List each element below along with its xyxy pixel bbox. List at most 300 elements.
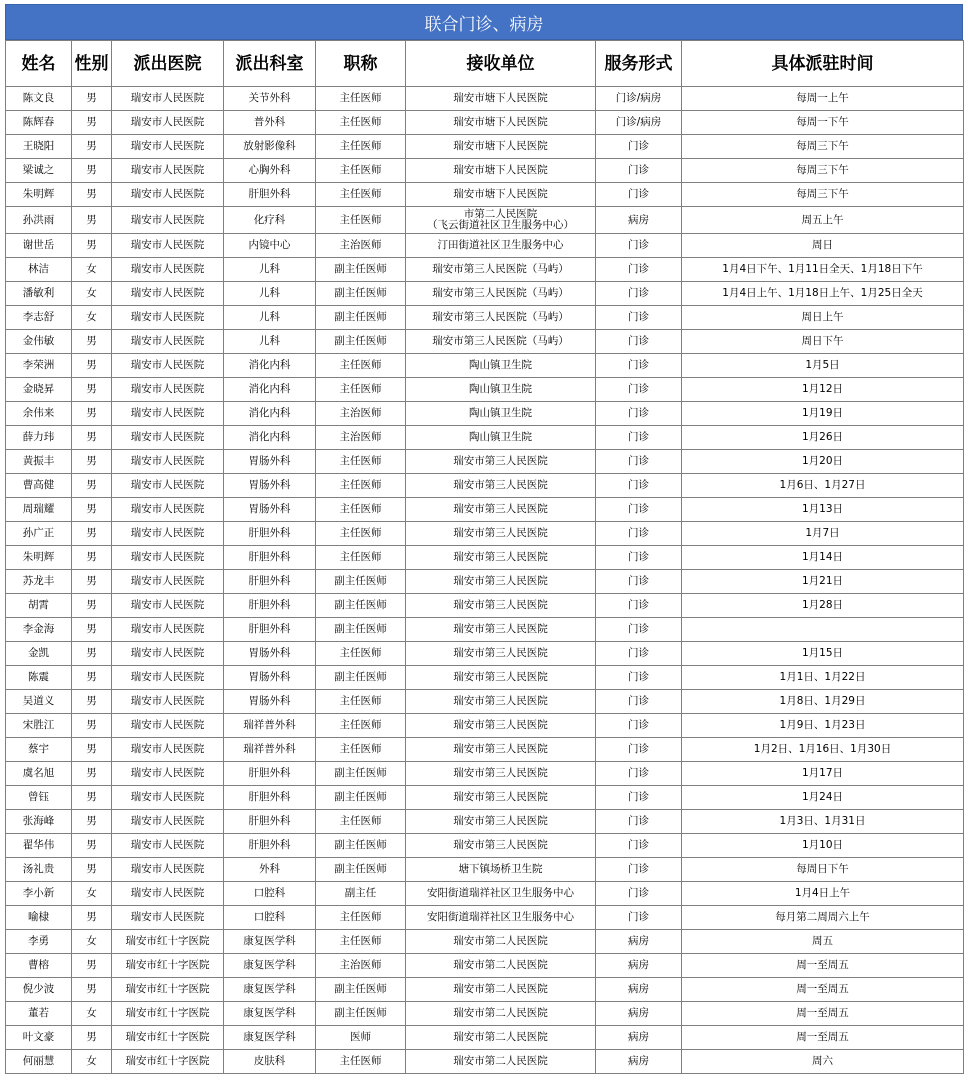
cell-receiver: 瑞安市第二人民医院 (406, 1050, 596, 1074)
cell-gender: 女 (72, 1050, 112, 1074)
cell-schedule: 1月12日 (682, 378, 964, 402)
cell-service: 门诊 (596, 402, 682, 426)
cell-gender: 男 (72, 594, 112, 618)
cell-receiver: 瑞安市塘下人民医院 (406, 111, 596, 135)
cell-name: 陈辉春 (6, 111, 72, 135)
cell-service: 门诊/病房 (596, 111, 682, 135)
table-row (6, 282, 964, 306)
cell-title: 主任医师 (316, 1050, 406, 1074)
cell-title: 主任医师 (316, 546, 406, 570)
cell-name: 苏龙丰 (6, 570, 72, 594)
cell-title: 主任医师 (316, 906, 406, 930)
cell-department: 肝胆外科 (224, 546, 316, 570)
header-name: 姓名 (6, 41, 72, 87)
cell-gender: 男 (72, 159, 112, 183)
cell-gender: 男 (72, 786, 112, 810)
cell-gender: 男 (72, 498, 112, 522)
cell-hospital: 瑞安市人民医院 (112, 306, 224, 330)
table-row (6, 207, 964, 234)
cell-receiver: 瑞安市第三人民医院（马屿） (406, 258, 596, 282)
cell-hospital: 瑞安市人民医院 (112, 594, 224, 618)
cell-schedule: 1月3日、1月31日 (682, 810, 964, 834)
cell-hospital: 瑞安市人民医院 (112, 183, 224, 207)
cell-schedule: 1月10日 (682, 834, 964, 858)
cell-name: 吴道义 (6, 690, 72, 714)
cell-hospital: 瑞安市人民医院 (112, 330, 224, 354)
cell-schedule: 周一至周五 (682, 954, 964, 978)
cell-service: 门诊 (596, 666, 682, 690)
cell-hospital: 瑞安市人民医院 (112, 762, 224, 786)
cell-service: 门诊 (596, 474, 682, 498)
cell-department: 康复医学科 (224, 978, 316, 1002)
cell-department: 胃肠外科 (224, 450, 316, 474)
cell-receiver: 塘下镇场桥卫生院 (406, 858, 596, 882)
cell-receiver: 安阳街道瑞祥社区卫生服务中心 (406, 882, 596, 906)
cell-department: 心胸外科 (224, 159, 316, 183)
cell-gender: 男 (72, 810, 112, 834)
cell-schedule: 每周三下午 (682, 135, 964, 159)
cell-schedule: 每周日下午 (682, 858, 964, 882)
cell-gender: 男 (72, 426, 112, 450)
table-row (6, 810, 964, 834)
cell-service: 门诊 (596, 738, 682, 762)
cell-name: 梁诚之 (6, 159, 72, 183)
cell-title: 副主任医师 (316, 330, 406, 354)
cell-name: 汤礼贵 (6, 858, 72, 882)
cell-receiver: 瑞安市第二人民医院 (406, 930, 596, 954)
table-row (6, 354, 964, 378)
cell-hospital: 瑞安市人民医院 (112, 498, 224, 522)
cell-service: 病房 (596, 930, 682, 954)
cell-title: 主任医师 (316, 810, 406, 834)
cell-name: 黄振丰 (6, 450, 72, 474)
cell-department: 儿科 (224, 306, 316, 330)
cell-service: 门诊 (596, 570, 682, 594)
table-row (6, 378, 964, 402)
table-row (6, 978, 964, 1002)
cell-schedule: 1月28日 (682, 594, 964, 618)
cell-schedule: 1月7日 (682, 522, 964, 546)
cell-receiver: 瑞安市第三人民医院 (406, 618, 596, 642)
cell-department: 康复医学科 (224, 954, 316, 978)
cell-title: 主任医师 (316, 690, 406, 714)
table-row (6, 906, 964, 930)
cell-department: 口腔科 (224, 906, 316, 930)
cell-gender: 男 (72, 1026, 112, 1050)
cell-title: 副主任医师 (316, 786, 406, 810)
cell-schedule: 周五上午 (682, 207, 964, 234)
cell-gender: 男 (72, 738, 112, 762)
cell-title: 主治医师 (316, 954, 406, 978)
cell-receiver: 瑞安市第三人民医院 (406, 594, 596, 618)
cell-title: 副主任医师 (316, 282, 406, 306)
cell-name: 李志舒 (6, 306, 72, 330)
cell-name: 余伟来 (6, 402, 72, 426)
cell-gender: 男 (72, 234, 112, 258)
header-row (6, 41, 964, 87)
cell-receiver: 陶山镇卫生院 (406, 426, 596, 450)
cell-name: 翟华伟 (6, 834, 72, 858)
cell-name: 李金海 (6, 618, 72, 642)
table-row (6, 426, 964, 450)
cell-department: 肝胆外科 (224, 786, 316, 810)
cell-name: 张海峰 (6, 810, 72, 834)
cell-gender: 男 (72, 666, 112, 690)
cell-title: 主任医师 (316, 111, 406, 135)
cell-hospital: 瑞安市红十字医院 (112, 1050, 224, 1074)
cell-hospital: 瑞安市人民医院 (112, 858, 224, 882)
cell-schedule: 1月19日 (682, 402, 964, 426)
cell-name: 喻棣 (6, 906, 72, 930)
table-row (6, 183, 964, 207)
cell-service: 门诊 (596, 762, 682, 786)
cell-gender: 男 (72, 570, 112, 594)
cell-service: 病房 (596, 1026, 682, 1050)
cell-hospital: 瑞安市人民医院 (112, 402, 224, 426)
cell-hospital: 瑞安市人民医院 (112, 111, 224, 135)
cell-name: 虞名旭 (6, 762, 72, 786)
cell-department: 化疗科 (224, 207, 316, 234)
cell-department: 胃肠外科 (224, 474, 316, 498)
cell-name: 谢世岳 (6, 234, 72, 258)
cell-receiver: 瑞安市第三人民医院（马屿） (406, 282, 596, 306)
table-row (6, 882, 964, 906)
cell-gender: 男 (72, 618, 112, 642)
table-row (6, 330, 964, 354)
table-row (6, 87, 964, 111)
cell-hospital: 瑞安市人民医院 (112, 714, 224, 738)
cell-schedule: 1月26日 (682, 426, 964, 450)
cell-receiver: 瑞安市第二人民医院 (406, 978, 596, 1002)
cell-title: 副主任医师 (316, 666, 406, 690)
cell-service: 病房 (596, 978, 682, 1002)
cell-hospital: 瑞安市人民医院 (112, 618, 224, 642)
cell-hospital: 瑞安市红十字医院 (112, 1026, 224, 1050)
cell-gender: 男 (72, 207, 112, 234)
cell-name: 胡霄 (6, 594, 72, 618)
cell-gender: 男 (72, 714, 112, 738)
table-row (6, 570, 964, 594)
cell-department: 口腔科 (224, 882, 316, 906)
cell-name: 叶文豪 (6, 1026, 72, 1050)
cell-title: 主任医师 (316, 183, 406, 207)
cell-title: 主任医师 (316, 87, 406, 111)
cell-name: 朱明辉 (6, 546, 72, 570)
table-body (6, 87, 964, 1074)
cell-hospital: 瑞安市红十字医院 (112, 954, 224, 978)
cell-name: 李荣洲 (6, 354, 72, 378)
cell-title: 副主任医师 (316, 858, 406, 882)
cell-receiver: 瑞安市第二人民医院 (406, 954, 596, 978)
cell-gender: 男 (72, 906, 112, 930)
cell-department: 儿科 (224, 258, 316, 282)
cell-hospital: 瑞安市人民医院 (112, 882, 224, 906)
cell-name: 曹榕 (6, 954, 72, 978)
cell-hospital: 瑞安市人民医院 (112, 159, 224, 183)
cell-title: 主任医师 (316, 159, 406, 183)
cell-hospital: 瑞安市人民医院 (112, 690, 224, 714)
cell-hospital: 瑞安市人民医院 (112, 450, 224, 474)
table-row (6, 111, 964, 135)
cell-department: 普外科 (224, 111, 316, 135)
cell-hospital: 瑞安市人民医院 (112, 786, 224, 810)
cell-department: 胃肠外科 (224, 498, 316, 522)
cell-schedule: 1月17日 (682, 762, 964, 786)
cell-schedule: 1月15日 (682, 642, 964, 666)
cell-service: 门诊 (596, 786, 682, 810)
table-row (6, 954, 964, 978)
cell-schedule: 1月4日上午 (682, 882, 964, 906)
cell-receiver: 瑞安市第三人民医院 (406, 834, 596, 858)
cell-gender: 女 (72, 930, 112, 954)
table-row (6, 738, 964, 762)
cell-department: 肝胆外科 (224, 618, 316, 642)
cell-name: 林洁 (6, 258, 72, 282)
cell-department: 消化内科 (224, 354, 316, 378)
cell-name: 何丽慧 (6, 1050, 72, 1074)
table-row (6, 159, 964, 183)
cell-schedule: 1月5日 (682, 354, 964, 378)
cell-name: 宋胜江 (6, 714, 72, 738)
cell-service: 病房 (596, 954, 682, 978)
cell-hospital: 瑞安市人民医院 (112, 207, 224, 234)
cell-service: 门诊 (596, 690, 682, 714)
cell-service: 门诊 (596, 282, 682, 306)
cell-service: 门诊 (596, 354, 682, 378)
cell-gender: 男 (72, 330, 112, 354)
cell-hospital: 瑞安市人民医院 (112, 258, 224, 282)
cell-service: 门诊 (596, 882, 682, 906)
cell-schedule: 1月21日 (682, 570, 964, 594)
cell-receiver: 瑞安市第三人民医院 (406, 474, 596, 498)
table-row (6, 234, 964, 258)
cell-title: 副主任医师 (316, 762, 406, 786)
cell-hospital: 瑞安市红十字医院 (112, 930, 224, 954)
cell-receiver: 瑞安市第二人民医院 (406, 1026, 596, 1050)
cell-gender: 男 (72, 378, 112, 402)
cell-department: 消化内科 (224, 426, 316, 450)
cell-service: 门诊 (596, 378, 682, 402)
cell-service: 病房 (596, 207, 682, 234)
cell-schedule: 周一至周五 (682, 1002, 964, 1026)
cell-name: 王晓阳 (6, 135, 72, 159)
cell-receiver: 瑞安市第三人民医院 (406, 714, 596, 738)
cell-department: 胃肠外科 (224, 690, 316, 714)
cell-schedule: 1月6日、1月27日 (682, 474, 964, 498)
cell-title: 主任医师 (316, 450, 406, 474)
cell-title: 副主任医师 (316, 978, 406, 1002)
cell-receiver: 安阳街道瑞祥社区卫生服务中心 (406, 906, 596, 930)
cell-receiver: 瑞安市第三人民医院（马屿） (406, 330, 596, 354)
cell-gender: 男 (72, 858, 112, 882)
cell-hospital: 瑞安市人民医院 (112, 738, 224, 762)
cell-title: 主任医师 (316, 714, 406, 738)
table-row (6, 618, 964, 642)
cell-schedule: 周日下午 (682, 330, 964, 354)
cell-service: 门诊 (596, 594, 682, 618)
cell-title: 主任医师 (316, 930, 406, 954)
cell-title: 主治医师 (316, 234, 406, 258)
cell-gender: 男 (72, 450, 112, 474)
cell-schedule: 1月2日、1月16日、1月30日 (682, 738, 964, 762)
cell-department: 消化内科 (224, 402, 316, 426)
cell-department: 瑞祥普外科 (224, 714, 316, 738)
cell-receiver: 瑞安市塘下人民医院 (406, 159, 596, 183)
cell-gender: 男 (72, 522, 112, 546)
cell-service: 门诊 (596, 135, 682, 159)
cell-receiver: 陶山镇卫生院 (406, 402, 596, 426)
cell-name: 薛力玮 (6, 426, 72, 450)
table-row (6, 762, 964, 786)
cell-department: 肝胆外科 (224, 183, 316, 207)
cell-service: 门诊 (596, 906, 682, 930)
cell-title: 主任医师 (316, 474, 406, 498)
cell-department: 肝胆外科 (224, 834, 316, 858)
cell-gender: 男 (72, 762, 112, 786)
cell-service: 门诊/病房 (596, 87, 682, 111)
cell-department: 放射影像科 (224, 135, 316, 159)
cell-gender: 女 (72, 306, 112, 330)
cell-name: 潘敏利 (6, 282, 72, 306)
cell-receiver: 瑞安市第三人民医院 (406, 570, 596, 594)
cell-gender: 男 (72, 690, 112, 714)
cell-hospital: 瑞安市人民医院 (112, 354, 224, 378)
cell-title: 副主任医师 (316, 594, 406, 618)
table-row (6, 714, 964, 738)
cell-name: 孙广正 (6, 522, 72, 546)
table-row (6, 1002, 964, 1026)
cell-gender: 男 (72, 111, 112, 135)
table-row (6, 1026, 964, 1050)
cell-service: 门诊 (596, 330, 682, 354)
cell-schedule: 每周三下午 (682, 183, 964, 207)
cell-receiver: 瑞安市第三人民医院（马屿） (406, 306, 596, 330)
cell-schedule: 1月9日、1月23日 (682, 714, 964, 738)
header-title: 职称 (316, 41, 406, 87)
cell-schedule: 1月8日、1月29日 (682, 690, 964, 714)
header-gender: 性别 (72, 41, 112, 87)
cell-department: 胃肠外科 (224, 642, 316, 666)
cell-schedule (682, 618, 964, 642)
cell-department: 肝胆外科 (224, 594, 316, 618)
cell-department: 内镜中心 (224, 234, 316, 258)
cell-service: 门诊 (596, 306, 682, 330)
cell-receiver: 市第二人民医院 （飞云街道社区卫生服务中心） (406, 207, 596, 234)
cell-receiver: 瑞安市第三人民医院 (406, 786, 596, 810)
table-row (6, 474, 964, 498)
cell-hospital: 瑞安市人民医院 (112, 642, 224, 666)
cell-receiver: 瑞安市第三人民医院 (406, 450, 596, 474)
cell-department: 肝胆外科 (224, 762, 316, 786)
cell-hospital: 瑞安市红十字医院 (112, 1002, 224, 1026)
cell-department: 胃肠外科 (224, 666, 316, 690)
cell-title: 副主任医师 (316, 258, 406, 282)
cell-title: 主任医师 (316, 642, 406, 666)
cell-department: 外科 (224, 858, 316, 882)
header-schedule: 具体派驻时间 (682, 41, 964, 87)
cell-receiver: 瑞安市第三人民医院 (406, 546, 596, 570)
cell-receiver: 瑞安市第三人民医院 (406, 738, 596, 762)
cell-schedule: 1月14日 (682, 546, 964, 570)
cell-department: 儿科 (224, 282, 316, 306)
table-row (6, 834, 964, 858)
cell-title: 副主任医师 (316, 1002, 406, 1026)
cell-hospital: 瑞安市人民医院 (112, 522, 224, 546)
cell-gender: 男 (72, 183, 112, 207)
cell-hospital: 瑞安市人民医院 (112, 474, 224, 498)
cell-name: 董若 (6, 1002, 72, 1026)
cell-hospital: 瑞安市人民医院 (112, 87, 224, 111)
cell-service: 病房 (596, 1002, 682, 1026)
cell-hospital: 瑞安市人民医院 (112, 234, 224, 258)
cell-name: 陈震 (6, 666, 72, 690)
table-row (6, 306, 964, 330)
cell-department: 肝胆外科 (224, 810, 316, 834)
cell-schedule: 每月第二周周六上午 (682, 906, 964, 930)
cell-schedule: 1月13日 (682, 498, 964, 522)
cell-department: 关节外科 (224, 87, 316, 111)
cell-department: 儿科 (224, 330, 316, 354)
cell-name: 金伟敏 (6, 330, 72, 354)
cell-schedule: 每周三下午 (682, 159, 964, 183)
cell-hospital: 瑞安市人民医院 (112, 426, 224, 450)
header-hospital: 派出医院 (112, 41, 224, 87)
cell-receiver: 瑞安市第三人民医院 (406, 522, 596, 546)
cell-service: 病房 (596, 1050, 682, 1074)
cell-department: 消化内科 (224, 378, 316, 402)
cell-service: 门诊 (596, 618, 682, 642)
cell-receiver: 瑞安市第三人民医院 (406, 666, 596, 690)
cell-title: 主治医师 (316, 402, 406, 426)
cell-gender: 男 (72, 954, 112, 978)
cell-title: 主任医师 (316, 498, 406, 522)
cell-schedule: 周一至周五 (682, 978, 964, 1002)
cell-name: 金晓昇 (6, 378, 72, 402)
table-row (6, 450, 964, 474)
cell-gender: 男 (72, 642, 112, 666)
table-row (6, 858, 964, 882)
table-title: 联合门诊、病房 (5, 4, 963, 40)
cell-gender: 女 (72, 882, 112, 906)
cell-department: 皮肤科 (224, 1050, 316, 1074)
cell-schedule: 1月24日 (682, 786, 964, 810)
cell-schedule: 周日上午 (682, 306, 964, 330)
table-row (6, 594, 964, 618)
cell-schedule: 周一至周五 (682, 1026, 964, 1050)
cell-title: 主任医师 (316, 738, 406, 762)
table-row (6, 498, 964, 522)
cell-schedule: 1月1日、1月22日 (682, 666, 964, 690)
cell-name: 孙洪雨 (6, 207, 72, 234)
cell-department: 康复医学科 (224, 930, 316, 954)
spreadsheet (5, 4, 963, 1074)
cell-department: 肝胆外科 (224, 522, 316, 546)
header-service: 服务形式 (596, 41, 682, 87)
cell-service: 门诊 (596, 642, 682, 666)
cell-hospital: 瑞安市红十字医院 (112, 978, 224, 1002)
cell-service: 门诊 (596, 810, 682, 834)
cell-hospital: 瑞安市人民医院 (112, 282, 224, 306)
table-row (6, 690, 964, 714)
cell-gender: 男 (72, 87, 112, 111)
cell-service: 门诊 (596, 258, 682, 282)
cell-department: 瑞祥普外科 (224, 738, 316, 762)
cell-service: 门诊 (596, 858, 682, 882)
table-row (6, 930, 964, 954)
cell-department: 肝胆外科 (224, 570, 316, 594)
cell-gender: 女 (72, 258, 112, 282)
cell-name: 倪少波 (6, 978, 72, 1002)
